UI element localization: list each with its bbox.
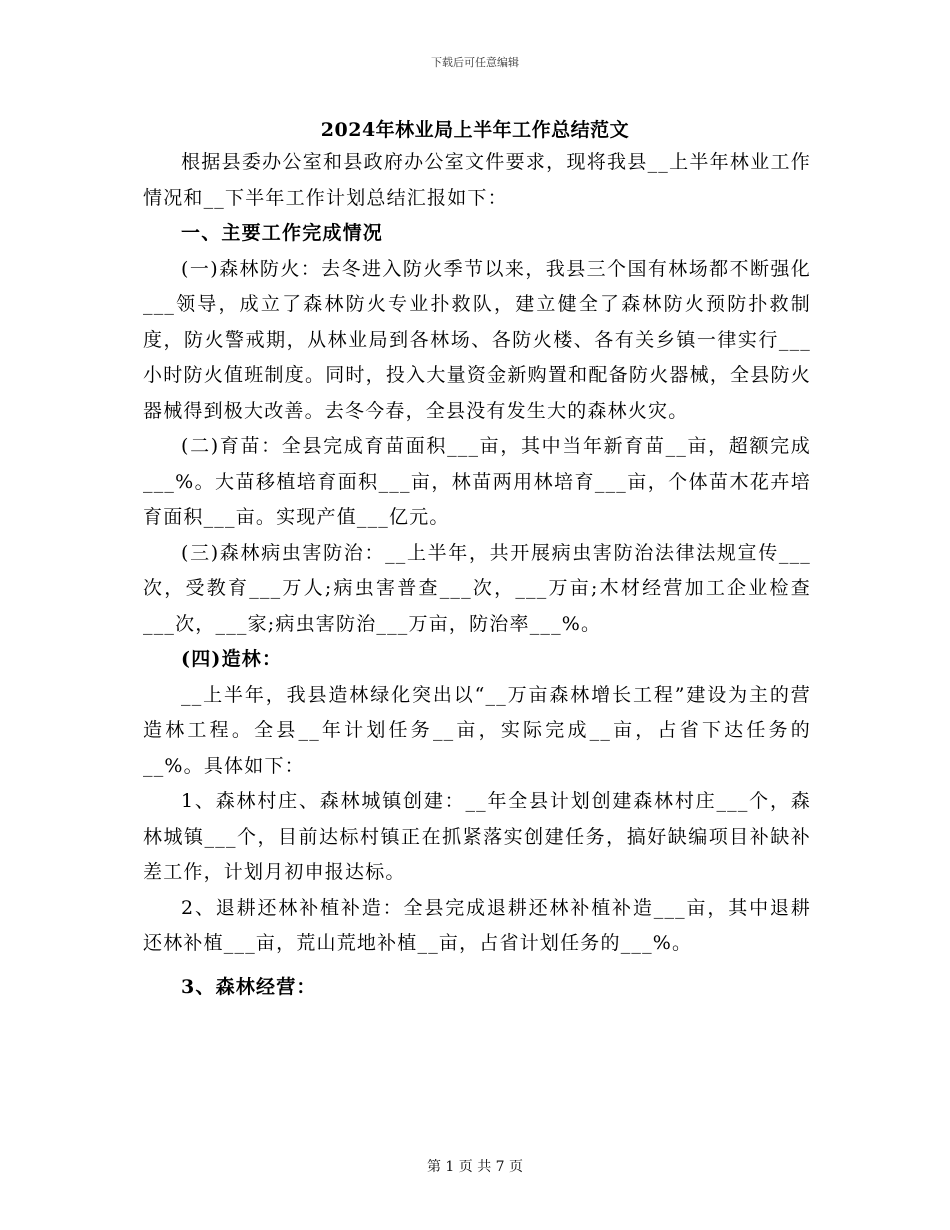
document-body — [143, 145, 811, 1005]
paragraph-fire-prevention: (一)森林防火：去冬进入防火季节以来，我县三个国有林场都不断强化___领导，成立了森林防火专业扑救队，建立健全了森林防火预防扑救制度，防火警戒期，从林业局到各林场、各防火楼、各有关乡镇一律实行___小时防火值班制度。同时，投入大量资金新购置和配备防火器械，全县防火器械得到极大改善。去冬今春，全县没有发生大的森林火灾。 — [143, 257, 811, 422]
section-heading-main-work: 一、主要工作完成情况 — [181, 222, 384, 244]
page-number: 第 1 页 共 7 页 — [426, 1159, 524, 1175]
paragraph-forest-villages: 1、森林村庄、森林城镇创建：__年全县计划创建森林村庄___个，森林城镇___个，目前达标村镇正在抓紧落实创建任务，搞好缺编项目补缺补差工作，计划月初申报达标。 — [143, 790, 811, 883]
paragraph-pest-control: (三)森林病虫害防治：__上半年，共开展病虫害防治法律法规宣传___次，受教育___万人;病虫害普查___次，___万亩;木材经营加工企业检查___次，___家;病虫害防治___万亩，防治率___%。 — [143, 541, 811, 635]
document-title: 2024年林业局上半年工作总结范文 — [320, 119, 630, 141]
header-note: 下载后可任意编辑 — [431, 56, 519, 69]
paragraph-afforestation: __上半年，我县造林绿化突出以“__万亩森林增长工程”建设为主的营造林工程。全县__年计划任务__亩，实际完成__亩，占省下达任务的__%。具体如下： — [143, 683, 811, 777]
subheading-forest-management: 3、森林经营： — [181, 975, 317, 998]
paragraph-reforestation: 2、退耕还林补植补造：全县完成退耕还林补植补造___亩，其中退耕还林补植___亩，荒山荒地补植__亩，占省计划任务的___%。 — [143, 896, 811, 954]
intro-paragraph: 根据县委办公室和县政府办公室文件要求，现将我县__上半年林业工作情况和__下半年工作计划总结汇报如下： — [143, 151, 811, 209]
subheading-afforestation: (四)造林： — [181, 648, 283, 670]
paragraph-seedlings: (二)育苗：全县完成育苗面积___亩，其中当年新育苗__亩，超额完成___%。大苗移植培育面积___亩，林苗两用林培育___亩，个体苗木花卉培育面积___亩。实现产值___亿元。 — [143, 435, 811, 528]
